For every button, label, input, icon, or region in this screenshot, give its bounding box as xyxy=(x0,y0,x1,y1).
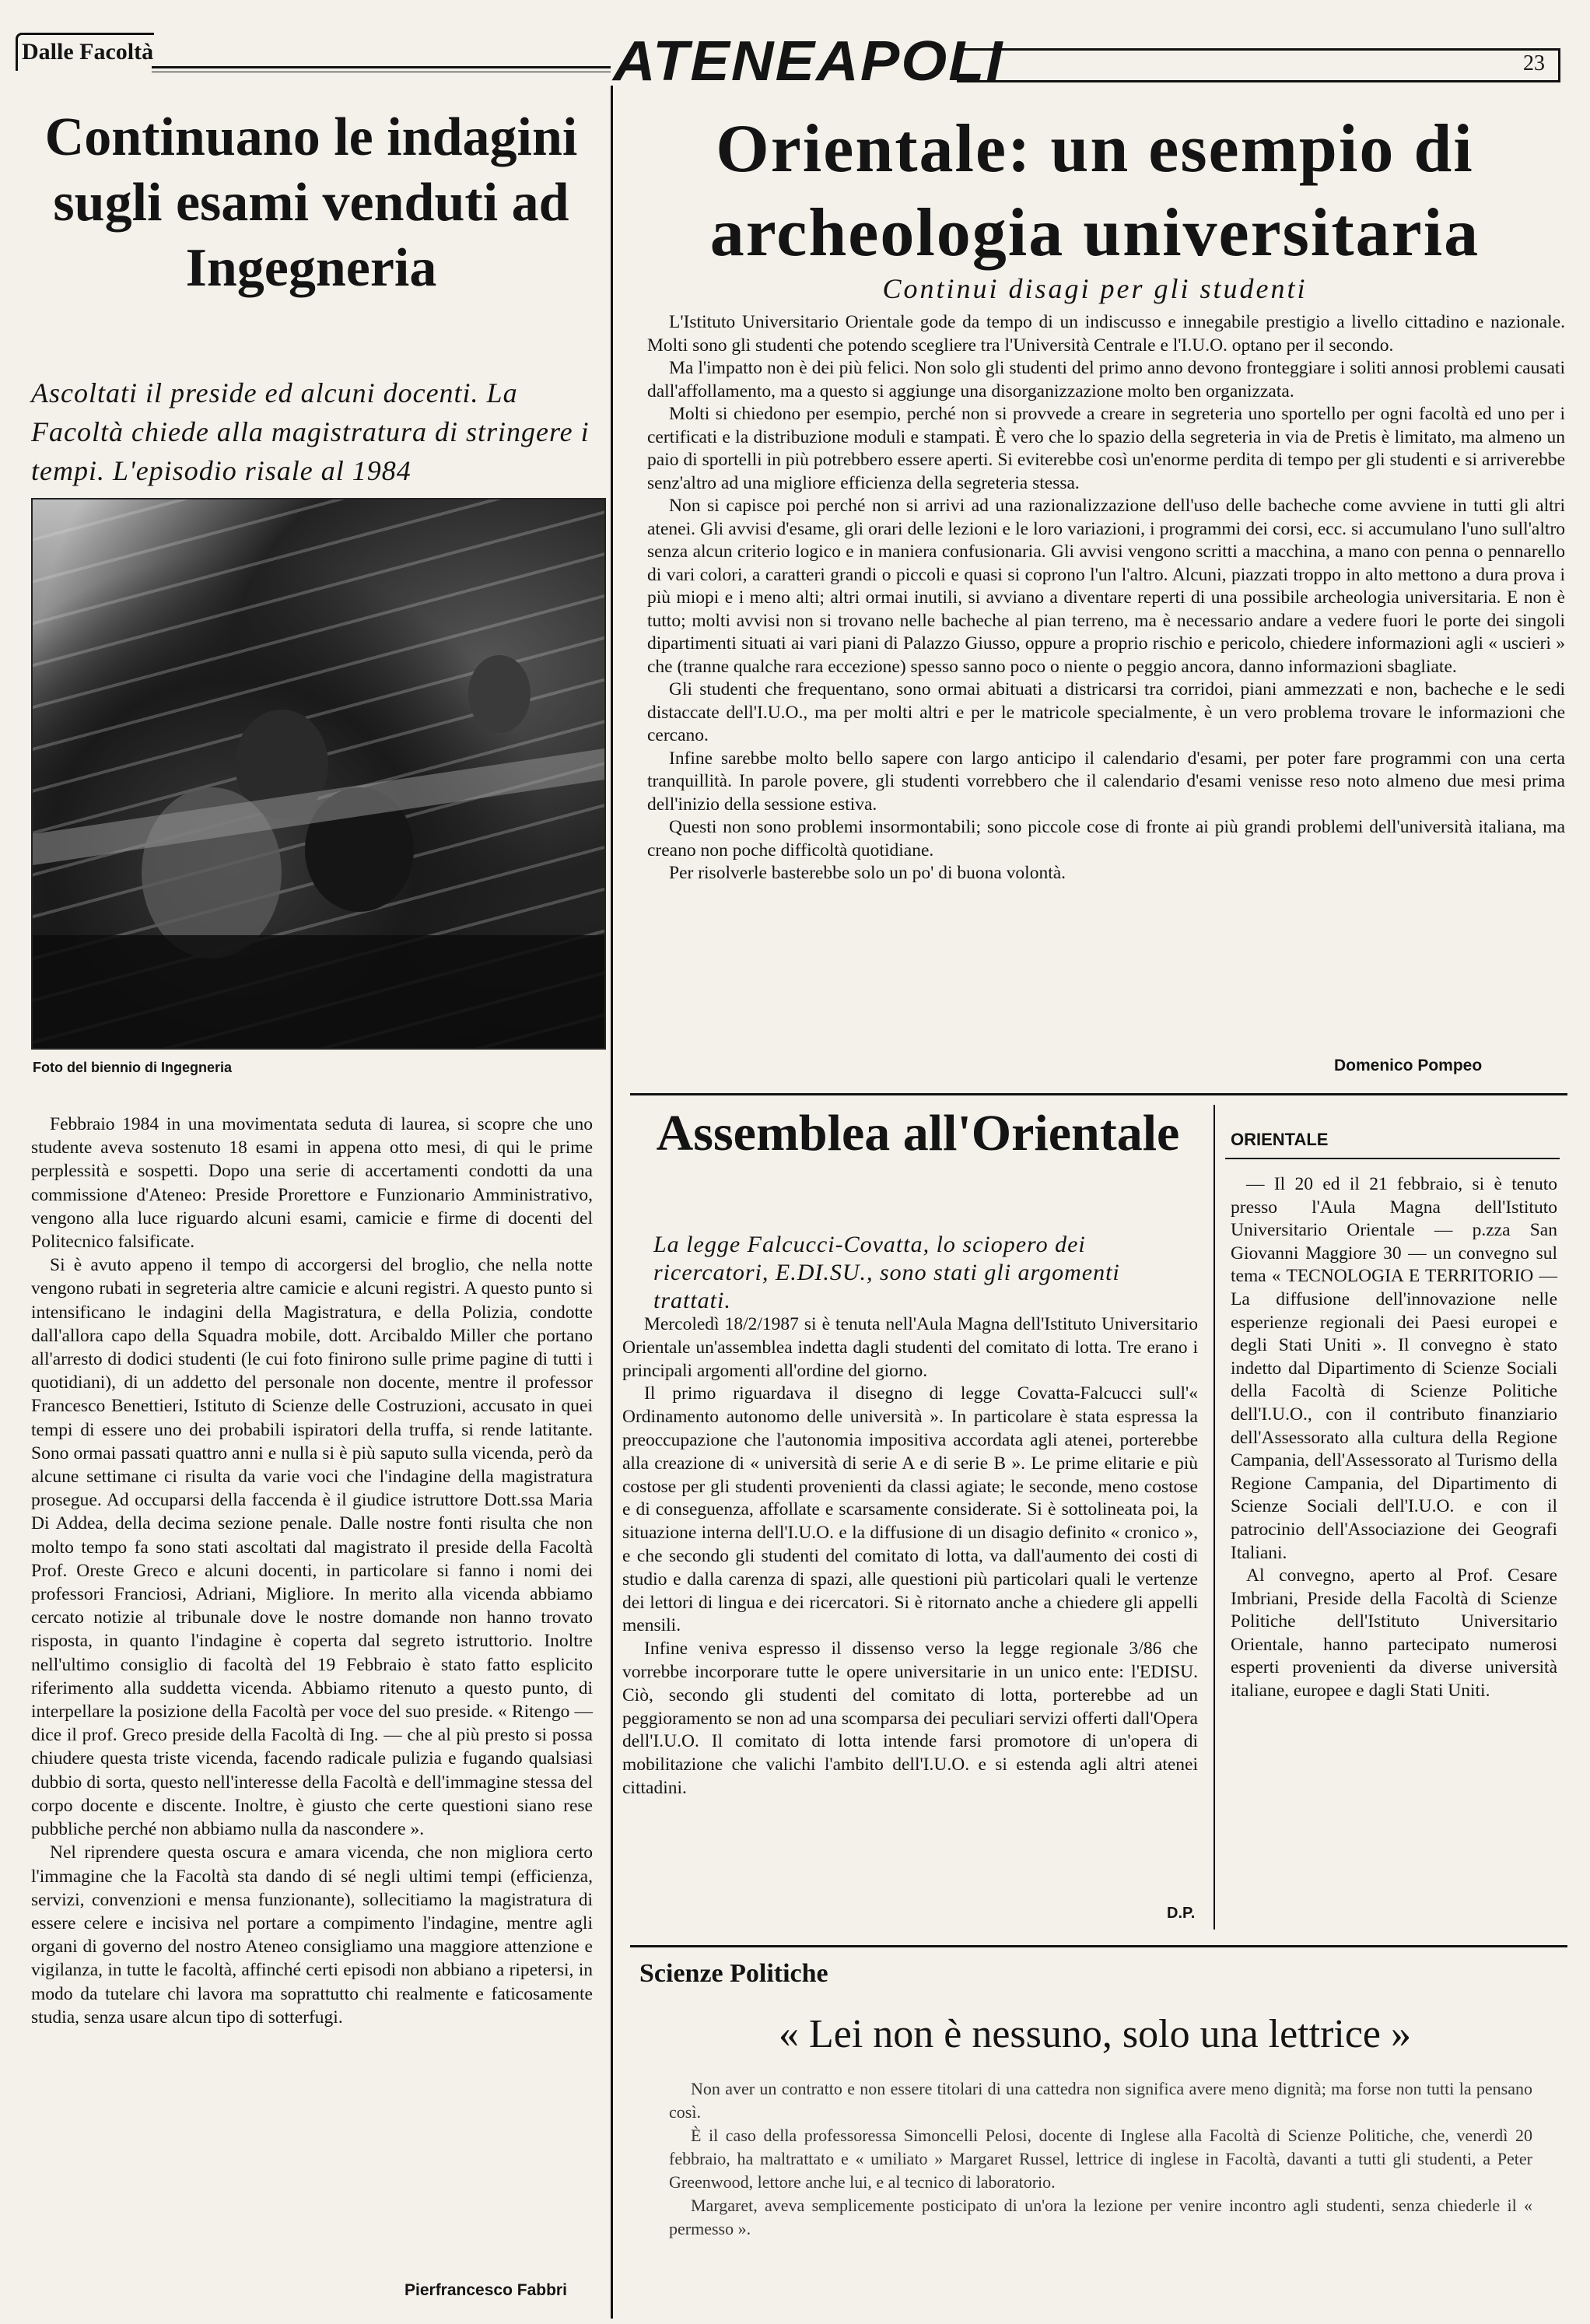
assemblea-title: Assemblea all'Orientale xyxy=(656,1105,1180,1162)
left-article-signature: Pierfrancesco Fabbri xyxy=(405,2281,567,2299)
side-head-rule xyxy=(1225,1158,1560,1159)
paragraph: Gli studenti che frequentano, sono ormai abituati a districarsi tra corridoi, piani ammezzati e non, bacheche e le sedi distaccate dell'I.U.O., ma per molti altri e per le matricole specialmente, è un vero problema trovare le informazioni che cercano. xyxy=(647,679,1565,745)
side-column-divider xyxy=(1214,1105,1215,1930)
paragraph: Il primo riguardava il disegno di legge Covatta-Falcucci sull'« Ordinamento autonomo delle università ». In particolare è stata espressa la preoccupazione che l'autonomia impositiva accordata agli atenei, porterebbe alla creazione di « università di serie A e di serie B ». Le prime elitarie e più costose per gli studenti provenienti da classi agiate; le seconde, meno costose e di conseguenza, affollate e scarsamente considerate. Si è sottolineata poi, la situazione interna dell'I.U.O. e la diffusione di un disagio definito « cronico », e che secondo gli studenti del comitato di lotta, va dall'aumento dei costi di studio e dalla carenza di spazi, alle questioni più particolari quali le vertenze dei lettori di lingua e dei ricercatori. Si è ritornato anche a chiedere gli appelli mensili. xyxy=(622,1383,1198,1636)
main-article-subtitle: Continui disagi per gli studenti xyxy=(882,273,1308,304)
masthead-logo: ATENEAPOLI xyxy=(613,30,1004,93)
paragraph: Febbraio 1984 in una movimentata seduta di laurea, si scopre che uno studente aveva sostenuto 18 esami in appena otto mesi, di qui le prime perplessità e sospetti. Dopo una serie di accertamenti condotti da una commissione d'Ateneo: Preside Prorettore e Funzionario Amministrativo, vengono alla luce riguardo alcuni esami, camicie e firme di docenti del Politecnico falsificate. xyxy=(31,1114,593,1253)
left-article-subtitle: Ascoltati il preside ed alcuni docenti. La Facoltà chiede alla magistratura di stringere i tempi. L'episodio risale al 1984 xyxy=(31,377,590,486)
section-divider-main xyxy=(630,1093,1567,1095)
paragraph: Nel riprendere questa oscura e amara vicenda, che non migliora certo l'immagine che la Facoltà sta dando di sé negli ultimi tempi (efficienza, servizi, convenzioni e mensa funzionante), sollecitiamo la magistratura di essere celere e incisiva nel portare a compimento l'indagine, mentre agli organi di governo del nostro Ateneo consigliamo una maggiore attenzione e vigilanza, in tutte le facoltà, affinché certi episodi non abbiano a ripetersi, in modo da tutelare chi lavora ma soprattutto chi realmente e faticosamente studia, senza usare alcun tipo di sotterfugi. xyxy=(31,1842,593,2028)
photo-caption: Foto del biennio di Ingegneria xyxy=(33,1060,232,1075)
paragraph: Non si capisce poi perché non si arrivi ad una razionalizzazione dell'uso delle bacheche come avviene in tutti gli altri atenei. Gli avvisi d'esame, gli orari delle lezioni e le loro variazioni, i programmi dei corsi, ecc. si accumulano l'uno sull'altro senza alcun criterio logico e in maniera confusionaria. Gli avvisi vengono scritti a macchina, a mano con penna o pennarello di vari colori, a caratteri grandi o piccoli e quasi si coprono l'un l'altro. Alcuni, piazzati troppo in alto mettono a dura prova i più miopi e i meno alti; altri ormai inutili, si avviano a diventare reperti di una possibile archeologia universitaria. E non è tutto; molti avvisi non si trovano nelle bacheche al pian terreno, ma è necessario andare a vedere fuori le porte dei singoli dipartimenti situati ai vari piani di Palazzo Giusso, oppure a proprio rischio e pericolo, chiedere informazioni agli « uscieri » che (tranne qualche rara eccezione) spesso sanno poco o niente o peggio ancora, danno informazioni sbagliate. xyxy=(647,496,1565,677)
page-number-box xyxy=(957,48,1560,82)
paragraph: Infine veniva espresso il dissenso verso la legge regionale 3/86 che vorrebbe incorporare tutte le opere universitarie in un unico ente: l'EDISU. Ciò, secondo gli studenti del comitato di lotta, porterebbe ad un peggioramento se non ad una scomparsa dei peculiari servizi offerti dall'Opera dell'I.U.O. Il comitato di lotta intende farsi promotore di un'opera di mobilitazione che valichi l'ambito dell'I.U.O. e si estenda agli altri atenei cittadini. xyxy=(622,1639,1198,1798)
paragraph: Infine sarebbe molto bello sapere con largo anticipo il calendario d'esami, per poter fare programmi con una certa tranquillità. In parole povere, gli studenti vorrebbero che il calendario d'esami venisse reso noto almeno due mesi prima dell'inizio della sessione estiva. xyxy=(647,748,1565,815)
orientale-note-body xyxy=(1231,1173,1557,1703)
photo-figures xyxy=(33,500,604,1048)
left-article-body xyxy=(31,1113,593,2029)
paragraph: Per risolverle basterebbe solo un po' di buona volontà. xyxy=(669,863,1066,883)
article-photo xyxy=(31,498,606,1050)
orientale-note-heading: ORIENTALE xyxy=(1231,1130,1329,1149)
section-divider-bottom xyxy=(630,1945,1567,1947)
section-label: Dalle Facoltà xyxy=(22,39,154,65)
paragraph: Non aver un contratto e non essere titolari di una cattedra non significa avere meno dignità; ma forse non tutti la pensano così. xyxy=(669,2079,1532,2122)
main-article-title: Orientale: un esempio di archeologia universitaria xyxy=(709,111,1480,271)
main-article-signature: Domenico Pompeo xyxy=(1334,1057,1483,1074)
main-article-body xyxy=(647,311,1565,885)
assemblea-body xyxy=(622,1313,1198,1800)
scienze-politiche-heading: Scienze Politiche xyxy=(639,1959,828,1988)
left-article-title: Continuano le indagini sugli esami venduti ad Ingegneria xyxy=(44,107,578,298)
column-divider xyxy=(611,86,613,2319)
header-rule-left xyxy=(152,66,611,68)
page-number: 23 xyxy=(1523,51,1545,75)
paragraph: Ma l'impatto non è dei più felici. Non solo gli studenti del primo anno devono fronteggiare i soliti annosi problemi causati dall'affollamento, ma a questo si aggiunge una disorganizzazione molto ben organizzata. xyxy=(647,358,1565,401)
paragraph: L'Istituto Universitario Orientale gode da tempo di un indiscusso e innegabile prestigio a livello cittadino e nazionale. Molti sono gli studenti che potendo scegliere tra l'Università Centrale e l'I.U.O. optano per il secondo. xyxy=(647,312,1565,356)
assemblea-subtitle: La legge Falcucci-Covatta, lo sciopero dei ricercatori, E.DI.SU., sono stati gli argomenti trattati. xyxy=(653,1232,1120,1313)
paragraph: È il caso della professoressa Simoncelli Pelosi, docente di Inglese alla Facoltà di Scienze Politiche, che, venerdì 20 febbraio, ha maltrattato e « umiliato » Margaret Russel, lettrice di inglese in Facoltà, davanti a tutti gli studenti, a Peter Greenwood, lettore anche lui, e al tecnico di laboratorio. xyxy=(669,2126,1532,2192)
paragraph: Mercoledì 18/2/1987 si è tenuta nell'Aula Magna dell'Istituto Universitario Orientale un'assemblea indetta dagli studenti del comitato di lotta. Tre erano i principali argomenti all'ordine del giorno. xyxy=(622,1314,1198,1381)
paragraph: Molti si chiedono per esempio, perché non si provvede a creare in segreteria uno sportello per ogni facoltà ed uno per i certificati e la distribuzione moduli e stampati. È vero che lo spazio della segreteria in via de Pretis è limitato, ma almeno un paio di sportelli in più potrebbero essere aperti. Si eviterebbe così un'enorme perdita di tempo per gli studenti e si arriverebbe senz'altro ad una migliore efficienza della segreteria stessa. xyxy=(647,404,1565,493)
paragraph: Si è avuto appeno il tempo di accorgersi del broglio, che nella notte vengono rubati in segreteria altre camicie e alcuni registri. A questo punto si intensificano le indagini della Magistratura, e della Polizia, condotte dall'allora capo della Squadra mobile, dott. Arcibaldo Miller che portano all'arresto di dodici studenti (le cui foto finirono sulle prime pagine di tutti i quotidiani), di un addetto del personale non docente, mentre il professor Francesco Benettieri, Istituto di Scienze delle Costruzioni, accusato in quei tempi di essere uno dei probabili ispiratori della truffa, si rende latitante. Sono ormai passati quattro anni e nulla si è più saputo sulla vicenda, però da alcune settimane ci risulta da varie voci che l'indagine della magistratura prosegue. Ad occuparsi della faccenda è il giudice istruttore Dott.ssa Maria Di Addea, della decima sezione penale. Dalle nostre fonti risulta che non molto tempo fa sono stati ascoltati dal magistrato il preside della Facoltà Prof. Oreste Greco e alcuni docenti, in particolare si fanno i nomi dei professori Franciosi, Adriani, Migliore. In merito alla vicenda abbiamo cercato notizie al tribunale dove le nostre domande non hanno trovato risposta, in quanto l'indagine è coperta dal segreto istruttorio. Inoltre nell'ultimo consiglio di facoltà del 19 Febbraio è stato fatto esplicito riferimento alla suddetta vicenda. Abbiamo ritenuto a questo punto, di interpellare la posizione della Facoltà per voce del suo preside. « Ritengo — dice il prof. Greco preside della Facoltà di Ing. — che al più presto si possa chiudere questa triste vicenda, facendo radicale pulizia e fugando qualsiasi dubbio di sorta, questo nell'interesse della Facoltà e dell'immagine stessa del corpo docente e discente. Inoltre, è giusto che certe questioni siano rese pubbliche perché non abbiamo nulla da nascondere ». xyxy=(31,1255,593,1840)
scienze-politiche-body xyxy=(669,2077,1532,2241)
paragraph: Questi non sono problemi insormontabili; sono piccole cose di fronte ai più grandi problemi dell'università italiana, ma creano non poche difficoltà quotidiane. xyxy=(647,817,1565,861)
paragraph: Margaret, aveva semplicemente posticipato di un'ora la lezione per venire incontro agli studenti, senza chiederle il « permesso ». xyxy=(669,2196,1532,2238)
paragraph: — Il 20 ed il 21 febbraio, si è tenuto presso l'Aula Magna dell'Istituto Universitario Orientale — p.zza San Giovanni Maggiore 30 — un convegno sul tema « TECNOLOGIA E TERRITORIO — La diffusione dell'innovazione nelle esperienze regionali dei Paesi europei e degli Stati Uniti ». Il convegno è stato indetto dal Dipartimento di Scienze Sociali della Facoltà di Scienze Politiche dell'I.U.O., con il contributo finanziario dell'Assessorato alla cultura della Regione Campania, dell'Assessorato al Turismo della Regione Campania, del Dipartimento di Scienze Sociali dell'I.U.O. e con il patrocinio dell'Associazione dei Geografi Italiani. xyxy=(1231,1174,1557,1563)
scienze-politiche-title: « Lei non è nessuno, solo una lettrice » xyxy=(778,2012,1412,2056)
paragraph: Al convegno, aperto al Prof. Cesare Imbriani, Preside della Facoltà di Scienze Politiche dell'Istituto Universitario Orientale, hanno partecipato numerosi esperti provenienti da diverse università italiane, europee e dagli Stati Uniti. xyxy=(1231,1565,1557,1702)
assemblea-signature: D.P. xyxy=(1167,1905,1196,1922)
